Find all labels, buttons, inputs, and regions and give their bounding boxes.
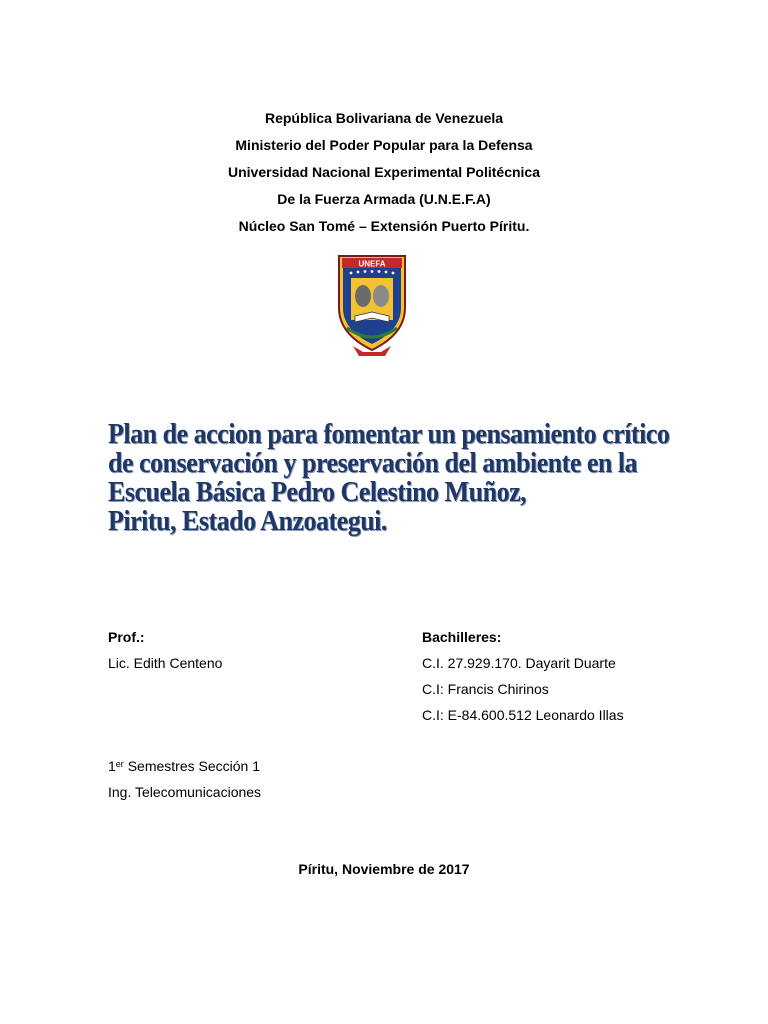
- institution-header: [0, 108, 768, 243]
- career-line: Ing. Telecomunicaciones: [108, 784, 262, 800]
- header-line-armed-forces: De la Fuerza Armada (U.N.E.F.A): [277, 191, 491, 207]
- semester-ordinal: er: [115, 759, 124, 769]
- header-line-ministry: Ministerio del Poder Popular para la Defensa: [235, 137, 533, 153]
- title-line-3: Escuela Básica Pedro Celestino Muñoz,: [108, 476, 527, 508]
- students-label: Bachilleres:: [422, 629, 502, 645]
- professor-block: [108, 627, 222, 679]
- student-entry: C.I. 27.929.170. Dayarit Duarte: [422, 655, 616, 671]
- student-entry: C.I: E-84.600.512 Leonardo Illas: [422, 707, 624, 723]
- students-block: [422, 627, 624, 731]
- unefa-crest-logo: [333, 246, 411, 358]
- semester-section: Semestres Sección 1: [123, 758, 260, 774]
- title-line-4: Piritu, Estado Anzoategui.: [108, 505, 387, 537]
- header-line-campus: Núcleo San Tomé – Extensión Puerto Píritu.: [238, 218, 530, 234]
- place-date: Píritu, Noviembre de 2017: [298, 861, 470, 877]
- semester-number: 1: [108, 758, 116, 774]
- student-entry: C.I: Francis Chirinos: [422, 681, 549, 697]
- professor-label: Prof.:: [108, 629, 145, 645]
- header-line-university: Universidad Nacional Experimental Politécnica: [228, 164, 540, 180]
- header-line-republic: República Bolivariana de Venezuela: [264, 110, 504, 126]
- semester-line: [108, 756, 261, 782]
- crest-lettering: UNEFA: [358, 259, 386, 269]
- professor-name: Lic. Edith Centeno: [108, 655, 223, 671]
- title-line-1: Plan de accion para fomentar un pensamiento crítico: [108, 418, 670, 450]
- semester-block: [108, 756, 261, 808]
- title-line-2: de conservación y preservación del ambiente en la: [108, 447, 638, 479]
- document-title: [108, 418, 670, 537]
